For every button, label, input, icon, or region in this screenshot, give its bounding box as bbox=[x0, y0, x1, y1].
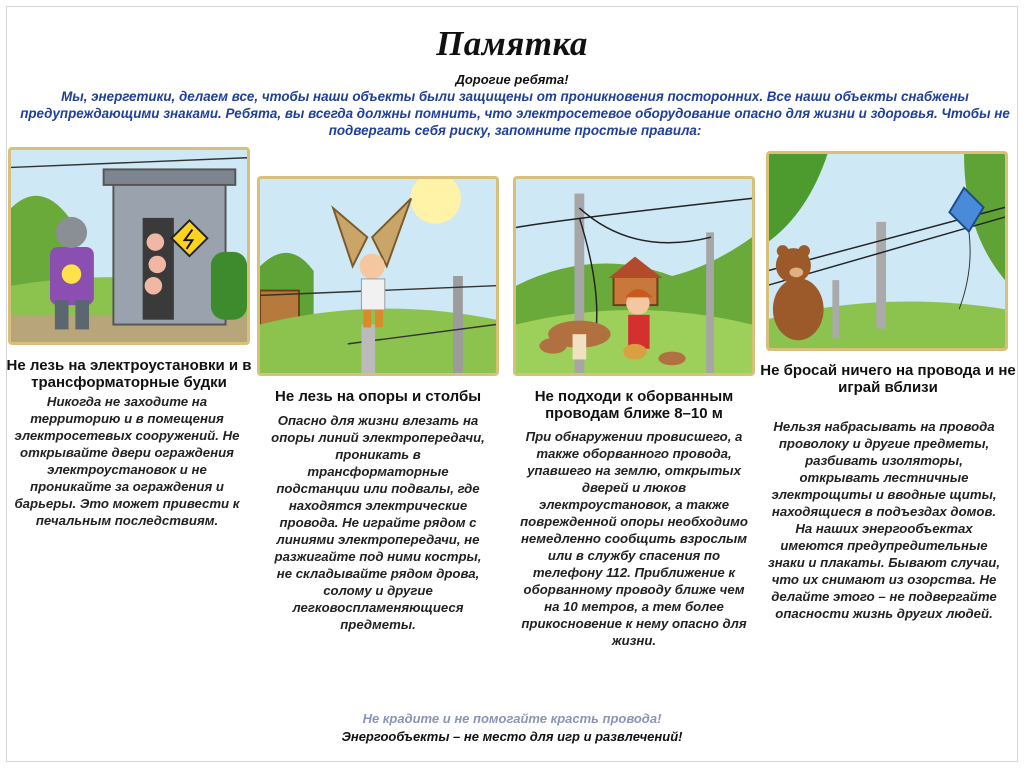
illustration-broken-wires bbox=[513, 176, 755, 376]
footer-slogan: Энергообъекты – не место для игр и развлечений! bbox=[341, 729, 683, 744]
greeting: Дорогие ребята! bbox=[455, 72, 569, 87]
rule-4-heading: Не бросай ничего на провода и не играй вблизи bbox=[760, 362, 1016, 396]
illustration-transformer-booth bbox=[8, 147, 250, 345]
page-title: Памятка bbox=[436, 24, 588, 63]
illustration-kite-on-wires bbox=[766, 151, 1008, 351]
footer-warning: Не крадите и не помогайте красть провода! bbox=[362, 711, 662, 726]
rule-1-heading: Не лезь на электроустановки и в трансформаторные будки bbox=[6, 357, 252, 391]
rule-1-text: Никогда не заходите на территорию и в помещения электросетевых сооружений. Не открывайте двери ограждения электроустановок и не проникайте за ограждения и барьеры. Это может привести к печальным последствиям. bbox=[14, 394, 240, 528]
rule-3-text: При обнаружении провисшего, а также оборванного провода, упавшего на землю, открытых дверей и люков электроустановок, а также поврежденной опоры необходимо немедленно сообщить взрослым или в службу спасения по телефону 112. Приближение к оборванному проводу ближе чем на 10 метров, а тем более прикосновение к нему опасно для жизни. bbox=[520, 429, 748, 648]
rule-2-text: Опасно для жизни влезать на опоры линий электропередачи, проникать в трансформаторные подстанции или подвалы, где находятся электрические провода. Не играйте рядом с линиями электропередачи, не разжигайте под ними костры, не складывайте рядом дрова, солому и другие легковоспламеняющиеся предметы. bbox=[271, 413, 485, 632]
rule-3-heading: Не подходи к оборванным проводам ближе 8–10 м bbox=[534, 388, 734, 422]
rule-2-heading: Не лезь на опоры и столбы bbox=[274, 388, 482, 405]
intro-text: Мы, энергетики, делаем все, чтобы наши объекты были защищены от проникновения посторонних. Все наши объекты снабжены предупреждающими знаками. Ребята, вы всегда должны помнить, что электросетевое оборудование опасно для жизни и здоровья. Чтобы не подвергать себя риску, запомните простые правила: bbox=[20, 89, 1010, 138]
illustration-pole-climber bbox=[257, 176, 499, 376]
rule-4-text: Нельзя набрасывать на провода проволоку и другие предметы, разбивать изоляторы, открывать лестничные электрощиты и вводные щиты, находящиеся в подъездах домов. На наших энергообъектах имеются предупредительные знаки и плакаты. Бывают случаи, что их снимают из озорства. Не делайте этого – не подвергайте опасности жизнь других людей. bbox=[767, 419, 1001, 621]
